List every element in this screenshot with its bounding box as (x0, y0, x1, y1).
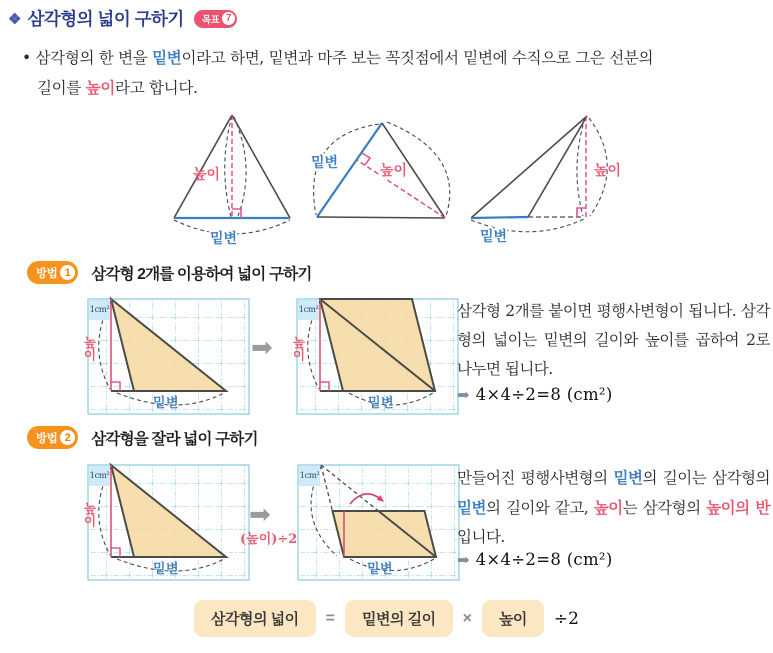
right-angle-icon (232, 209, 241, 218)
method2-text: 만들어진 평행사변형의 (457, 469, 614, 487)
method2-formula (457, 550, 613, 569)
figure-triangle-acute (174, 115, 290, 247)
height-label: 높이 (594, 163, 622, 179)
method1-description-text: 삼각형 2개를 붙이면 평행사변형이 됩니다. 삼각형의 넓이는 밑변의 길이와 높이를 곱하여 2로 나누면 됩니다. (457, 302, 770, 378)
method2-description (457, 463, 770, 552)
base-label: 밑변 (367, 562, 394, 577)
formula-area-box: 삼각형의 넓이 (194, 600, 316, 637)
method-badge-number: 2 (60, 430, 75, 445)
base-label: 밑변 (311, 155, 339, 171)
base-label: 밑변 (153, 562, 180, 577)
method2-text: 입니다. (457, 528, 505, 546)
unit-cell-label: 1cm² (298, 300, 319, 320)
grid-figure-parallelogram (292, 294, 463, 419)
method2-badge (27, 426, 78, 449)
formula-height-box: 높이 (482, 600, 544, 637)
unit-cell-label: 1cm² (89, 466, 110, 486)
term-base: 밑변 (152, 48, 182, 67)
method2-text: 의 길이는 삼각형의 (642, 469, 770, 487)
goal-badge-number: 7 (222, 12, 235, 25)
method-badge-label: 방법 (36, 432, 58, 445)
times-sign: × (462, 609, 472, 627)
intro-line-1 (22, 43, 764, 73)
diamond-icon: ❖ (8, 10, 22, 28)
intro-text: 라고 합니다. (115, 79, 198, 97)
height-label: 높이 (82, 336, 97, 361)
arrow-right-icon: ➡ (457, 385, 470, 404)
figure-triangle-obtuse (471, 116, 621, 245)
arrow-right-icon: ➡ (457, 550, 470, 569)
height-label: 높이 (380, 163, 408, 179)
term-height: 높이 (85, 78, 116, 97)
method1-formula-text: 4×4÷2=8 (cm²) (475, 385, 613, 404)
method2-text: 의 길이와 같고, (485, 499, 594, 517)
intro-text: 길이를 (37, 79, 86, 97)
right-angle-icon (362, 153, 370, 165)
right-block-arrow-icon: ➡ (249, 499, 271, 529)
method2-title: 삼각형을 잘라 넓이 구하기 (91, 430, 258, 448)
method2-formula-text: 4×4÷2=8 (cm²) (475, 550, 613, 569)
page-header (8, 6, 237, 31)
divide-by-two-text: ÷2 (553, 608, 579, 629)
method-badge-number: 1 (60, 265, 75, 280)
term-base: 밑변 (613, 468, 643, 487)
intro-text: 삼각형의 한 변을 (35, 49, 153, 67)
grid-figure-triangle-2 (83, 460, 254, 585)
height-label: 높이 (82, 502, 97, 527)
method-badge-label: 방법 (36, 267, 58, 280)
formula-base-box: 밑변의 길이 (345, 600, 453, 637)
half-height-label: (높이)÷2 (240, 532, 298, 547)
grid-figure-cut-parallelogram (293, 460, 464, 585)
method1-title: 삼각형 2개를 이용하여 넓이 구하기 (91, 265, 312, 283)
equals-sign: = (325, 609, 335, 627)
intro-text: 이라고 하면, 밑변과 마주 보는 꼭짓점에서 밑변에 수직으로 그은 선분의 (181, 49, 654, 67)
term-height: 높이 (593, 498, 623, 517)
term-base: 밑변 (457, 498, 486, 517)
unit-cell-label: 1cm² (89, 300, 110, 320)
height-label: 높이 (193, 167, 221, 183)
method1-header (27, 261, 312, 284)
base-label: 밑변 (210, 231, 238, 247)
intro-bullet: • (22, 49, 31, 67)
height-label: 높이 (291, 336, 306, 361)
base-label: 밑변 (480, 229, 508, 245)
goal-badge (194, 10, 237, 28)
unit-cell-label: 1cm² (299, 466, 320, 486)
intro-paragraph (22, 43, 764, 103)
method2-text: 는 삼각형의 (622, 499, 707, 517)
page-title: 삼각형의 넓이 구하기 (27, 9, 184, 29)
method1-description (457, 297, 770, 384)
method1-badge (27, 261, 78, 284)
method2-header (27, 426, 258, 449)
intro-line-2 (22, 73, 764, 103)
base-label: 밑변 (368, 396, 395, 411)
figure-triangle-slanted-base (311, 122, 450, 218)
goal-badge-label: 목표 (201, 14, 220, 26)
grid-figure-triangle-1 (83, 294, 254, 419)
term-height: 높이의 반 (706, 498, 770, 517)
triangle-definition-figures (80, 106, 720, 256)
right-block-arrow-icon: ➡ (251, 332, 273, 362)
base-label: 밑변 (153, 396, 180, 411)
area-formula-bar (0, 600, 773, 637)
method1-formula (457, 385, 613, 404)
